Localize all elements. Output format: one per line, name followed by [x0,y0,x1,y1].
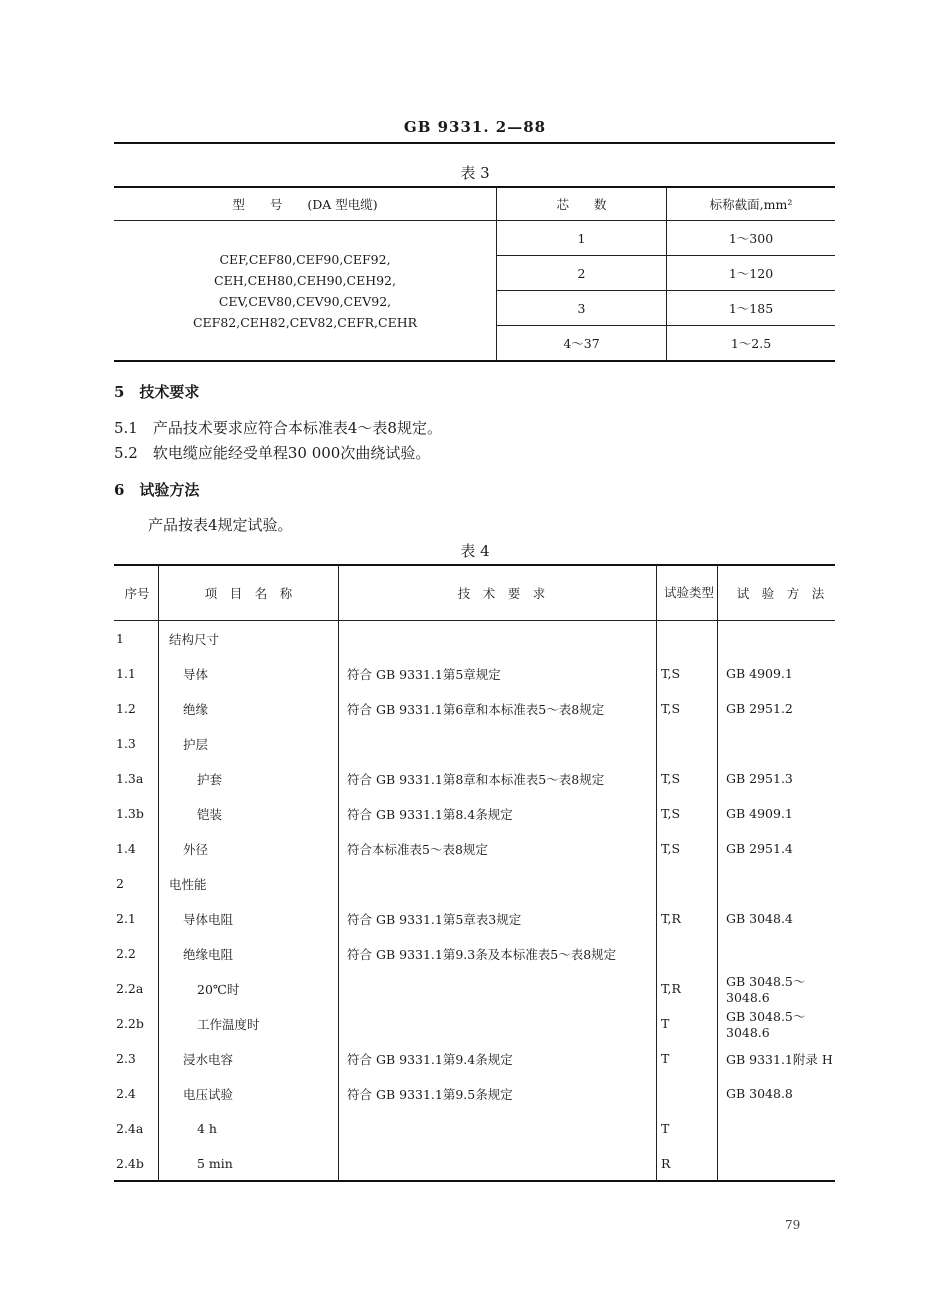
table-row [114,1146,835,1181]
table3-model-list [114,221,497,361]
section-cell: 1～120 [667,256,836,291]
requirement-cell: 符合 GB 9331.1第9.3条及本标准表5～表8规定 [339,936,657,971]
requirement-cell [339,1111,657,1146]
section-cell: 1～185 [667,291,836,326]
table-row [114,971,835,1006]
table4-header-method: 试 验 方 法 [718,565,836,621]
item-name-cell: 结构尺寸 [159,621,339,657]
table-row [114,1041,835,1076]
table-row [114,656,835,691]
section-cell: 1～300 [667,221,836,256]
requirement-cell: 符合 GB 9331.1第9.4条规定 [339,1041,657,1076]
table-row [114,866,835,901]
section5-para2: 5.2 软电缆应能经受单程30 000次曲绕试验。 [114,444,431,462]
header-rule [114,142,835,144]
section5-para1: 5.1 产品技术要求应符合本标准表4～表8规定。 [114,419,442,437]
requirement-cell [339,726,657,761]
test-type-cell [657,936,718,971]
item-name-cell: 护层 [159,726,339,761]
test-type-cell: T [657,1006,718,1041]
table3-header-section: 标称截面,mm² [667,187,836,221]
table4-bottom-rule [114,1180,835,1182]
test-method-cell: GB 2951.2 [726,701,793,716]
item-name-cell: 4 h [159,1111,339,1146]
test-method-cell: GB 4909.1 [726,806,793,821]
test-type-cell [657,1076,718,1111]
item-number-cell: 2.4a [114,1111,159,1146]
requirement-cell: 符合 GB 9331.1第9.5条规定 [339,1076,657,1111]
requirement-cell: 符合 GB 9331.1第8章和本标准表5～表8规定 [339,761,657,796]
test-method-cell: GB 3048.8 [726,1086,793,1101]
table-row [114,901,835,936]
item-name-cell: 电压试验 [159,1076,339,1111]
table4-caption: 表 4 [460,542,490,560]
requirement-cell: 符合 GB 9331.1第5章规定 [339,656,657,691]
test-type-cell: T,S [657,761,718,796]
test-method-cell: GB 3048.5～3048.6 [726,974,806,1005]
table3-bottom-rule [114,360,835,362]
item-name-cell: 浸水电容 [159,1041,339,1076]
table3-caption: 表 3 [460,164,490,182]
requirement-cell [339,621,657,657]
item-number-cell: 2.2 [114,936,159,971]
item-number-cell: 1.3a [114,761,159,796]
cores-cell: 1 [497,221,667,256]
table-row [114,831,835,866]
test-type-cell: T,S [657,796,718,831]
model-line: CEF82,CEH82,CEV82,CEFR,CEHR [192,314,418,330]
table3 [114,187,835,361]
test-method-cell [718,1146,836,1181]
table4-header-no: 序号 [114,565,159,621]
test-method-cell [718,866,836,901]
requirement-cell: 符合本标准表5～表8规定 [339,831,657,866]
table-row [114,726,835,761]
item-name-cell: 电性能 [159,866,339,901]
section5-title: 5 技术要求 [114,383,200,401]
requirement-cell [339,1006,657,1041]
table-row [114,691,835,726]
test-type-cell: T,R [657,971,718,1006]
requirement-cell: 符合 GB 9331.1第6章和本标准表5～表8规定 [339,691,657,726]
model-line: CEH,CEH80,CEH90,CEH92, [214,272,396,288]
item-number-cell: 2.1 [114,901,159,936]
requirement-cell: 符合 GB 9331.1第8.4条规定 [339,796,657,831]
item-name-cell: 绝缘电阻 [159,936,339,971]
document-header: GB 9331. 2—88 [403,118,547,136]
test-method-cell: GB 2951.3 [726,771,793,786]
section-cell: 1～2.5 [667,326,836,361]
item-number-cell: 2 [114,866,159,901]
table-row [114,761,835,796]
item-number-cell: 2.4b [114,1146,159,1181]
table-row [114,621,835,657]
item-number-cell: 1.2 [114,691,159,726]
table3-header-row [114,187,835,221]
test-method-cell: GB 9331.1附录 H [726,1051,833,1067]
cores-cell: 3 [497,291,667,326]
table3-header-cores: 芯 数 [497,187,667,221]
item-name-cell: 5 min [159,1146,339,1181]
table-row [114,936,835,971]
requirement-cell [339,1146,657,1181]
model-line: CEF,CEF80,CEF90,CEF92, [219,251,391,267]
table-row [114,1006,835,1041]
model-line: CEV,CEV80,CEV90,CEV92, [218,293,392,309]
test-method-cell: GB 3048.5～3048.6 [726,1009,806,1040]
item-number-cell: 1.3 [114,726,159,761]
requirement-cell [339,971,657,1006]
test-type-cell: R [657,1146,718,1181]
item-number-cell: 2.2b [114,1006,159,1041]
table4-header-name: 项 目 名 称 [159,565,339,621]
item-number-cell: 2.2a [114,971,159,1006]
table4-body [114,621,835,1182]
test-type-cell: T,S [657,691,718,726]
table-row [114,1111,835,1146]
requirement-cell [339,866,657,901]
table4-header-type: 试验类型 [657,565,718,621]
test-method-cell: GB 2951.4 [726,841,793,856]
item-number-cell: 1.1 [114,656,159,691]
test-method-cell [718,936,836,971]
page-number: 79 [785,1218,801,1232]
section6-title: 6 试验方法 [114,481,200,499]
test-type-cell [657,866,718,901]
test-method-cell: GB 3048.4 [726,911,793,926]
test-type-cell: T [657,1041,718,1076]
test-type-cell [657,726,718,761]
table3-header-model: 型 号 (DA 型电缆) [114,187,497,221]
test-type-cell [657,621,718,657]
item-number-cell: 2.3 [114,1041,159,1076]
item-number-cell: 2.4 [114,1076,159,1111]
item-name-cell: 导体 [159,656,339,691]
test-type-cell: T [657,1111,718,1146]
test-type-cell: T,R [657,901,718,936]
test-method-cell [718,1111,836,1146]
cores-cell: 4～37 [497,326,667,361]
item-name-cell: 外径 [159,831,339,866]
test-method-cell [718,726,836,761]
item-name-cell: 护套 [159,761,339,796]
test-method-cell [718,621,836,657]
table4 [114,565,835,1181]
section6-para1: 产品按表4规定试验。 [148,516,293,534]
item-name-cell: 20℃时 [159,971,339,1006]
requirement-cell: 符合 GB 9331.1第5章表3规定 [339,901,657,936]
table-row [114,1076,835,1111]
item-number-cell: 1.4 [114,831,159,866]
item-name-cell: 铠装 [159,796,339,831]
item-number-cell: 1 [114,621,159,657]
table4-header-req: 技 术 要 求 [339,565,657,621]
table-row [114,221,835,256]
item-name-cell: 工作温度时 [159,1006,339,1041]
item-name-cell: 绝缘 [159,691,339,726]
test-type-cell: T,S [657,831,718,866]
table4-header-row [114,565,835,621]
item-name-cell: 导体电阻 [159,901,339,936]
table-row [114,796,835,831]
cores-cell: 2 [497,256,667,291]
test-method-cell: GB 4909.1 [726,666,793,681]
item-number-cell: 1.3b [114,796,159,831]
test-type-cell: T,S [657,656,718,691]
